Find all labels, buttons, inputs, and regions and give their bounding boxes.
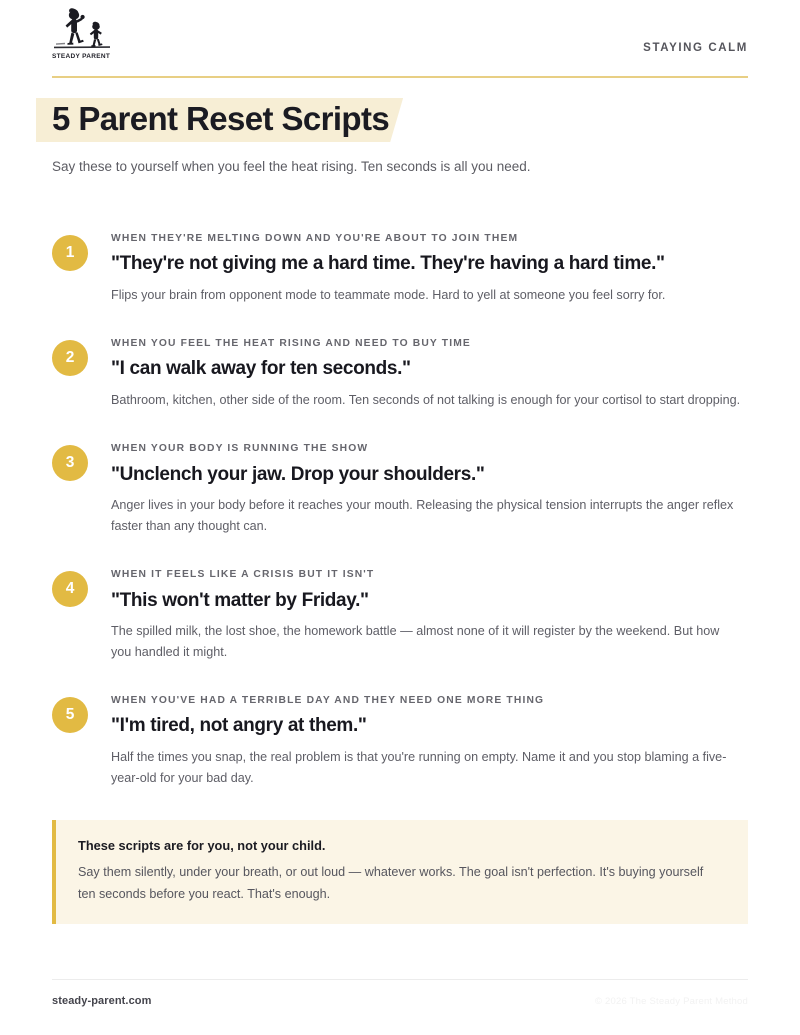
script-eyebrow: WHEN YOU'VE HAD A TERRIBLE DAY AND THEY NEED ONE MORE THING — [111, 695, 545, 707]
script-explanation: The spilled milk, the lost shoe, the homework battle — almost none of it will register by the weekend. But how you handled it might. — [111, 624, 720, 659]
parent-and-child-illustration-icon — [52, 8, 114, 54]
script-number-badge: 4 — [52, 571, 88, 607]
script-eyebrow: WHEN YOUR BODY IS RUNNING THE SHOW — [111, 443, 369, 455]
script-quote: "They're not giving me a hard time. They're having a hard time." — [111, 252, 665, 274]
list-item — [52, 337, 748, 410]
script-explanation: Half the times you snap, the real problem is that you're running on empty. Name it and you stop blaming a five-year-old for your bad day. — [111, 750, 727, 785]
script-body — [111, 694, 748, 788]
footer-website: steady-parent.com — [52, 995, 152, 1007]
callout-text: Say them silently, under your breath, or out loud — whatever works. The goal isn't perfection. It's buying yourself ten seconds before you react. That's enough. — [78, 864, 704, 901]
callout-box — [52, 820, 748, 924]
brand-wordmark: STEADY PARENT — [52, 53, 111, 60]
callout-title: These scripts are for you, not your child. — [78, 837, 326, 853]
list-item — [52, 694, 748, 788]
page-header — [52, 0, 748, 58]
script-explanation: Flips your brain from opponent mode to teammate mode. Hard to yell at someone you feel sorry for. — [111, 287, 666, 302]
script-body — [111, 568, 748, 662]
script-number-badge: 2 — [52, 340, 88, 376]
list-item — [52, 568, 748, 662]
script-explanation: Anger lives in your body before it reaches your mouth. Releasing the physical tension interrupts the anger reflex faster than any thought can. — [111, 498, 734, 533]
script-quote: "I'm tired, not angry at them." — [111, 715, 367, 737]
page-title: 5 Parent Reset Scripts — [52, 100, 390, 137]
script-body — [111, 442, 748, 536]
footer-copyright: © 2026 The Steady Parent Method — [595, 995, 748, 1007]
script-quote: "This won't matter by Friday." — [111, 589, 369, 611]
script-eyebrow: WHEN THEY'RE MELTING DOWN AND YOU'RE ABOUT TO JOIN THEM — [111, 232, 519, 244]
script-quote: "I can walk away for ten seconds." — [111, 358, 411, 380]
scripts-list — [52, 232, 748, 788]
script-number-badge: 1 — [52, 235, 88, 271]
page-subtitle: Say these to yourself when you feel the heat rising. Ten seconds is all you need. — [52, 159, 531, 175]
header-divider — [52, 76, 748, 78]
header-kicker: STAYING CALM — [643, 42, 748, 54]
script-quote: "Unclench your jaw. Drop your shoulders." — [111, 463, 485, 485]
script-explanation: Bathroom, kitchen, other side of the room. Ten seconds of not talking is enough for your cortisol to start dropping. — [111, 393, 741, 408]
script-body — [111, 337, 748, 410]
script-body — [111, 232, 748, 305]
page-title-wrap — [52, 96, 389, 143]
footer-content — [52, 980, 748, 1007]
page-footer — [52, 979, 748, 1007]
script-eyebrow: WHEN IT FEELS LIKE A CRISIS BUT IT ISN'T — [111, 569, 375, 581]
script-eyebrow: WHEN YOU FEEL THE HEAT RISING AND NEED TO BUY TIME — [111, 337, 471, 349]
brand-logo — [52, 8, 114, 58]
list-item — [52, 442, 748, 536]
script-number-badge: 3 — [52, 445, 88, 481]
list-item — [52, 232, 748, 305]
script-number-badge: 5 — [52, 697, 88, 733]
